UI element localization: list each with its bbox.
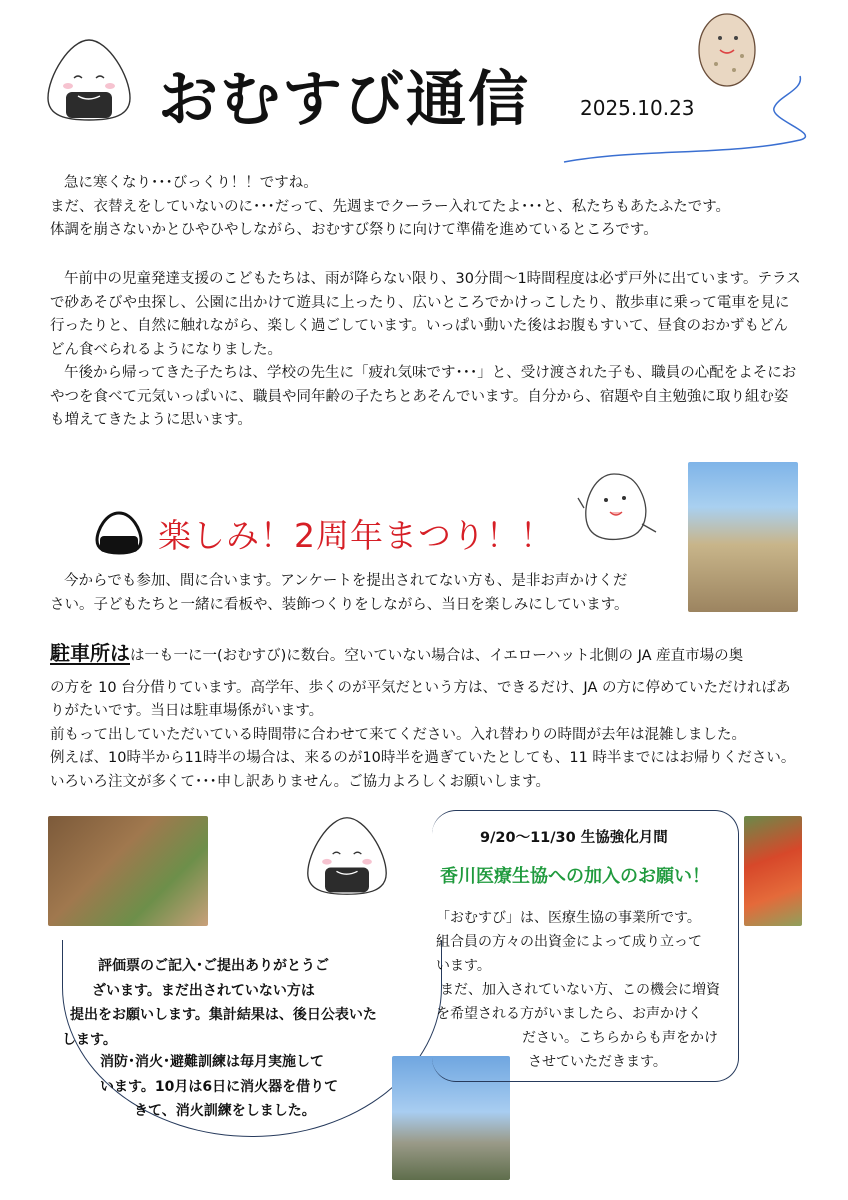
photo-children-playing [688,462,798,612]
intro-paragraph [50,172,800,243]
intro-line: まだ、衣替えをしていないのに･･･だって、先週までクーラー入れてたよ･･･と、私たちもあたふたです。 [50,198,731,215]
festival-body: 今からでも参加、間に合います。アンケートを提出されてない方も、是非お声かけください。子どもたちと一緒に看板や、装飾つくりをしながら、当日を楽しみにしています。 [50,573,629,613]
rice-ball-wave-icon [576,468,662,550]
coop-text: 「おむすび」は、医療生協の事業所です。 組合員の方々の出資金によって成り立って います。 まだ、加入されていない方、この機会に増資 を希望される方がいましたら、お声かけく ださい。こちらからも声をかけ させていただきます。 [436,910,720,1070]
parking-heading: 駐車所は [50,641,130,665]
evaluation-text: 評価票のご記入･ご提出ありがとうご ざいます。まだ出されていない方は 提出をお願いします。集計結果は、後日公表いた します。 [62,958,377,1048]
parking-line: 例えば、10時半から11時半の場合は、来るのが10時半を過ぎていたとしても、11 時半までにはお帰りください。いろいろ注文が多くて･･･申し訳ありません。ご協力よろしくお願いします。 [50,750,796,790]
onigiri-mascot-icon [40,34,138,126]
issue-date: 2025.10.23 [580,96,695,120]
drill-text: 消防･消火･避難訓練は毎月実施して います。10月は6日に消火器を借りて きて、消火訓練をしました。 [100,1054,339,1119]
festival-title: 楽しみ！2周年まつり！！ [158,516,554,555]
parking-line: 前もって出していただいている時間帯に合わせて来てください。入れ替わりの時間が去年は混雑しました。 [50,726,746,743]
parking-section [50,642,802,794]
photo-painting [744,816,802,926]
coop-subtitle: 香川医療生協への加入のお願い！ [440,866,710,887]
activities-paragraph [50,268,802,433]
onigiri-mark-icon [94,510,144,556]
parking-line: の方を 10 台分借りています。高学年、歩くのが平気だという方は、できるだけ、JA の方に停めていただければありがたいです。当日は駐車場係がいます。 [50,679,791,719]
onigiri-mascot-icon [300,812,394,900]
page-title: おむすび通信 [158,65,530,135]
parking-lead: は一も一に一(おむすび)に数台。空いていない場合は、イエローハット北側の JA 産直市場の奥 [130,648,744,664]
photo-planting [48,816,208,926]
activities-morning: 午前中の児童発達支援のこどもたちは、雨が降らない限り、30分間～1時間程度は必ず戸外に出ています。テラスで砂あそびや虫探し、公園に出かけて遊具に上ったり、広いところでかけっこしたり、散歩車に乗って電車を見に行ったりと、自然に触れながら、楽しく過ごしています。いっぱい動いた後はお腹もすいて、昼食のおかずもどんどん食べられるようになりました。 [50,271,801,358]
decorative-line [560,70,820,170]
intro-line: 急に寒くなり･･･びっくり！！ですね。 [64,175,318,191]
intro-line: 体調を崩さないかとひやひやしながら、おむすび祭りに向けて準備を進めているところです。 [50,222,658,238]
activities-afternoon: 午後から帰ってきた子たちは、学校の先生に「疲れ気味です･･･」と、受け渡された子も、職員の心配をよそにおやつを食べて元気いっぱいに、職員や同年齢の子たちとあそんでいます。自分から、宿題や自主勉強に取り組む姿も増えてきたように思います。 [50,365,797,428]
coop-campaign: 9/20～11/30 生協強化月間 [480,830,668,846]
